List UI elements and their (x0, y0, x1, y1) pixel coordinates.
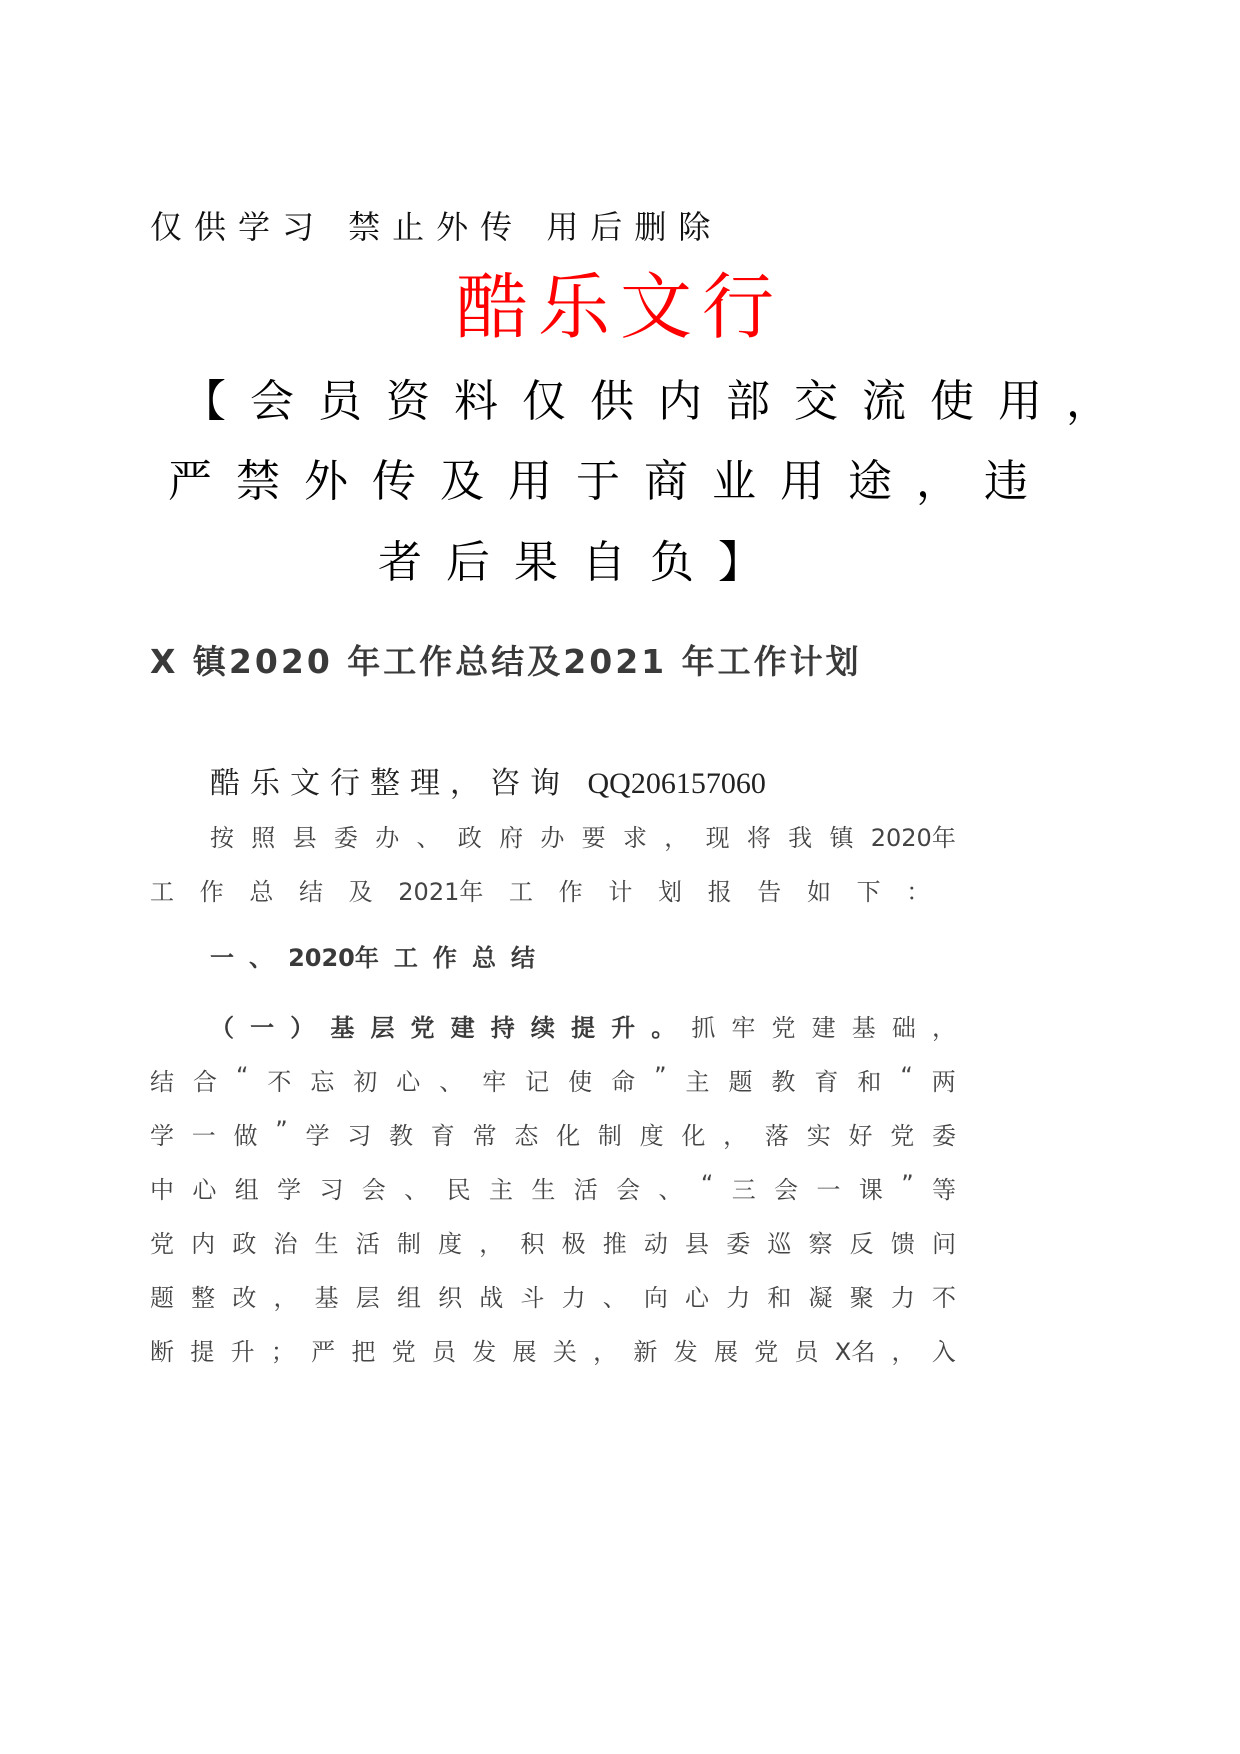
bold-char: 党 (410, 1014, 435, 1042)
member-warning-line-3: 者后果自负】 (378, 537, 786, 588)
text-char: 党 (771, 1014, 796, 1042)
text-char: 织 (438, 1284, 463, 1312)
text-char: 现 (705, 824, 730, 852)
text-char: 馈 (890, 1230, 915, 1258)
text-char: 县 (685, 1230, 710, 1258)
text-char: 关 (552, 1338, 577, 1366)
text-char: 不 (931, 1284, 956, 1312)
text-char: 斗 (520, 1284, 545, 1312)
text-char: 总 (249, 878, 274, 906)
intro-line-1 (210, 818, 956, 853)
text-char: 结 (150, 1068, 174, 1096)
text-char: ； (270, 1338, 295, 1366)
text-char: 2020年 (870, 824, 956, 852)
text-char: 实 (806, 1122, 831, 1150)
text-char: 、 (404, 1176, 429, 1204)
text-char: ， (273, 1284, 298, 1312)
text-char: 动 (643, 1230, 668, 1258)
text-char: 县 (292, 824, 317, 852)
text-char: 工 (509, 878, 534, 906)
text-char: 巡 (767, 1230, 792, 1258)
section-heading-2020-summary (210, 938, 535, 973)
text-char: 化 (556, 1122, 581, 1150)
text-char: 牢 (731, 1014, 756, 1042)
text-char: 组 (396, 1284, 421, 1312)
text-char: 等 (932, 1176, 956, 1204)
text-char: ， (723, 1122, 748, 1150)
text-char: 党 (890, 1122, 915, 1150)
text-char: 党 (391, 1338, 416, 1366)
bold-char: 。 (651, 1014, 676, 1042)
text-char: 学 (150, 1122, 174, 1150)
compiler-note (210, 758, 766, 802)
bold-char: （ (210, 1014, 234, 1042)
text-char: 发 (472, 1338, 497, 1366)
text-char: 心 (192, 1176, 217, 1204)
text-char: 极 (561, 1230, 586, 1258)
text-char: 政 (457, 824, 482, 852)
text-char: 一 (191, 1122, 216, 1150)
text-char: 题 (728, 1068, 753, 1096)
text-char: 制 (597, 1122, 622, 1150)
text-char: ， (664, 824, 689, 852)
text-char: ， (593, 1338, 618, 1366)
text-char: “ (900, 1062, 913, 1090)
text-char: 主 (489, 1176, 513, 1204)
bold-char: 基 (330, 1014, 355, 1042)
text-char: 升 (230, 1338, 255, 1366)
text-char: 一 (816, 1176, 841, 1204)
text-char: 初 (353, 1068, 378, 1096)
text-char: 民 (446, 1176, 471, 1204)
bold-char: 升 (611, 1014, 636, 1042)
text-char: 作 (432, 944, 457, 972)
text-char: 教 (771, 1068, 796, 1096)
compiler-qq: QQ206157060 (587, 767, 766, 800)
text-char: 育 (814, 1068, 839, 1096)
text-char: 发 (673, 1338, 698, 1366)
member-warning-line-1: 【会员资料仅供内部交流使用， (182, 376, 1134, 427)
text-char: 课 (858, 1176, 883, 1204)
text-char: 做 (233, 1122, 258, 1150)
text-char: 层 (355, 1284, 380, 1312)
text-char: 础 (891, 1014, 916, 1042)
text-char: 党 (754, 1338, 779, 1366)
text-char: 积 (520, 1230, 545, 1258)
intro-line-2 (150, 872, 956, 907)
text-char: 常 (472, 1122, 497, 1150)
text-char: 2021年 (398, 878, 484, 906)
paragraph-line-1 (150, 1062, 956, 1097)
text-char: 建 (811, 1014, 836, 1042)
text-char: 办 (375, 824, 400, 852)
text-char: 落 (764, 1122, 789, 1150)
text-char: 学 (277, 1176, 302, 1204)
text-char: 党 (150, 1230, 174, 1258)
text-char: 题 (150, 1284, 174, 1312)
text-char: 会 (616, 1176, 641, 1204)
text-char: 力 (726, 1284, 751, 1312)
text-char: 如 (806, 878, 831, 906)
paragraph-line-6 (150, 1332, 956, 1367)
text-char: 结 (298, 878, 323, 906)
text-char: ” (654, 1062, 667, 1090)
text-char: 使 (568, 1068, 593, 1096)
text-char: X名 (834, 1338, 876, 1366)
subsection-1-lead-line (210, 1008, 956, 1043)
text-char: 整 (191, 1284, 216, 1312)
bold-char: 建 (450, 1014, 475, 1042)
text-char: 办 (540, 824, 565, 852)
document-title: X 镇2020 年工作总结及2021 年工作计划 (150, 642, 862, 681)
text-char: 新 (633, 1338, 658, 1366)
text-char: 态 (514, 1122, 539, 1150)
text-char: 生 (531, 1176, 556, 1204)
text-char: 总 (471, 944, 496, 972)
paragraph-line-2 (150, 1116, 956, 1151)
usage-notice: 仅供学习 禁止外传 用后删除 (150, 208, 723, 246)
text-char: 活 (573, 1176, 598, 1204)
bold-char: 续 (530, 1014, 555, 1042)
text-char: 、 (439, 1068, 464, 1096)
text-char: 及 (348, 878, 373, 906)
text-char: 组 (234, 1176, 259, 1204)
text-char: 员 (794, 1338, 819, 1366)
text-char: 断 (150, 1338, 174, 1366)
text-char: ” (275, 1116, 288, 1144)
text-char: 提 (190, 1338, 215, 1366)
text-char: 生 (314, 1230, 339, 1258)
text-char: 将 (746, 824, 771, 852)
text-char: 度 (639, 1122, 664, 1150)
text-char: 凝 (808, 1284, 833, 1312)
text-char: 治 (273, 1230, 298, 1258)
text-char: 中 (150, 1176, 174, 1204)
text-char: 育 (430, 1122, 455, 1150)
text-char: 求 (622, 824, 647, 852)
text-char: 内 (191, 1230, 216, 1258)
text-char: 入 (931, 1338, 956, 1366)
text-char: 习 (347, 1122, 372, 1150)
text-char: 好 (848, 1122, 873, 1150)
text-char: 、 (416, 824, 441, 852)
text-char: 基 (314, 1284, 339, 1312)
text-char: “ (700, 1170, 714, 1198)
text-char: 习 (319, 1176, 344, 1204)
text-char: 和 (767, 1284, 792, 1312)
text-char: 察 (808, 1230, 833, 1258)
text-char: 会 (774, 1176, 799, 1204)
text-char: 报 (707, 878, 732, 906)
text-char: 心 (396, 1068, 421, 1096)
text-char: 作 (558, 878, 583, 906)
text-char: 聚 (849, 1284, 874, 1312)
text-char: 计 (608, 878, 633, 906)
text-char: 镇 (829, 824, 854, 852)
text-char: 命 (611, 1068, 636, 1096)
text-char: 我 (788, 824, 813, 852)
text-char: 政 (232, 1230, 257, 1258)
text-char: 不 (267, 1068, 292, 1096)
text-char: 问 (931, 1230, 956, 1258)
text-char: 改 (232, 1284, 257, 1312)
text-char: 忘 (310, 1068, 335, 1096)
paragraph-line-4 (150, 1224, 956, 1259)
member-warning-line-2: 严禁外传及用于商业用途，违 (168, 456, 1052, 507)
text-char: 告 (757, 878, 782, 906)
text-char: 推 (602, 1230, 627, 1258)
text-char: 照 (251, 824, 276, 852)
text-char: 按 (210, 824, 234, 852)
paragraph-line-3 (150, 1170, 956, 1205)
text-char: 教 (389, 1122, 414, 1150)
text-char: 、 (602, 1284, 627, 1312)
brand-title: 酷乐文行 (455, 265, 784, 349)
text-char: 活 (355, 1230, 380, 1258)
text-char: 府 (499, 824, 524, 852)
text-char: 力 (890, 1284, 915, 1312)
text-char: 要 (581, 824, 606, 852)
text-char: 力 (561, 1284, 586, 1312)
text-char: 、 (249, 944, 274, 972)
text-char: ： (906, 878, 931, 906)
text-char: 把 (351, 1338, 376, 1366)
text-char: 、 (658, 1176, 683, 1204)
bold-char: 持 (490, 1014, 515, 1042)
text-char: 展 (512, 1338, 537, 1366)
text-char: 划 (657, 878, 682, 906)
text-char: 学 (305, 1122, 330, 1150)
text-char: 结 (510, 944, 535, 972)
text-char: 会 (361, 1176, 386, 1204)
text-char: 展 (713, 1338, 738, 1366)
text-char: 合 (192, 1068, 217, 1096)
text-char: 和 (857, 1068, 882, 1096)
text-char: 工 (393, 944, 418, 972)
text-char: 一 (210, 944, 234, 972)
text-char: 委 (726, 1230, 751, 1258)
text-char: ” (901, 1170, 914, 1198)
text-char: 委 (931, 1122, 956, 1150)
text-char: ， (891, 1338, 916, 1366)
text-char: 度 (438, 1230, 463, 1258)
text-char: 工 (150, 878, 174, 906)
text-char: 严 (311, 1338, 336, 1366)
text-char: 制 (396, 1230, 421, 1258)
bold-char: ） (290, 1014, 315, 1042)
text-char: 战 (479, 1284, 504, 1312)
text-char: 心 (685, 1284, 710, 1312)
text-char: 下 (856, 878, 881, 906)
compiler-prefix: 酷乐文行整理，咨询 (210, 767, 570, 800)
text-char: 作 (199, 878, 224, 906)
text-char: 员 (431, 1338, 456, 1366)
text-char: “ (235, 1062, 249, 1090)
text-char: 委 (333, 824, 358, 852)
bold-char: 层 (370, 1014, 395, 1042)
text-char: 基 (851, 1014, 876, 1042)
text-char: ， (479, 1230, 504, 1258)
text-char: 牢 (482, 1068, 507, 1096)
text-char: 抓 (691, 1014, 716, 1042)
text-char: ， (931, 1014, 956, 1042)
text-char: 化 (681, 1122, 706, 1150)
text-char: 2020年 (288, 944, 379, 972)
text-char: 主 (685, 1068, 710, 1096)
text-char: 反 (849, 1230, 874, 1258)
text-char: 两 (931, 1068, 956, 1096)
text-char: 记 (525, 1068, 550, 1096)
bold-char: 提 (570, 1014, 595, 1042)
bold-char: 一 (250, 1014, 275, 1042)
paragraph-line-5 (150, 1278, 956, 1313)
text-char: 三 (731, 1176, 756, 1204)
text-char: 向 (643, 1284, 668, 1312)
